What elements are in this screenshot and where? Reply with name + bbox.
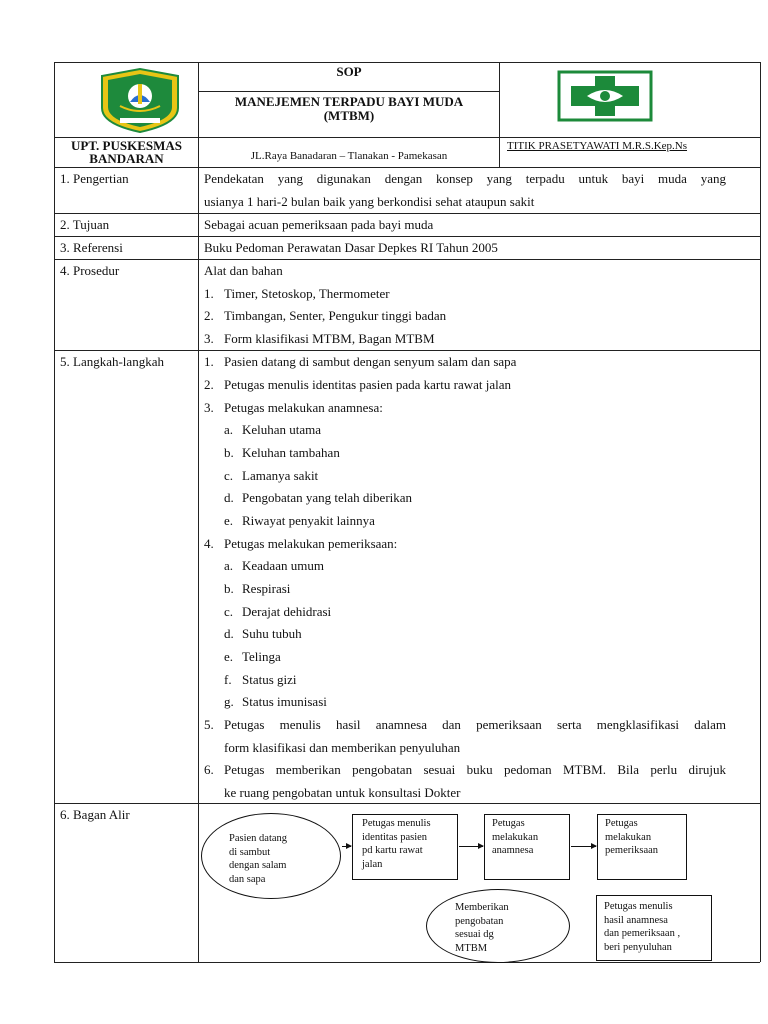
substep-text: Telinga (242, 649, 281, 664)
referensi-text: Buku Pedoman Perawatan Dasar Depkes RI Tahun 2005 (204, 240, 498, 255)
substep-text: Pengobatan yang telah diberikan (242, 490, 413, 505)
table-rule (54, 803, 760, 804)
substep-letter: d. (224, 490, 234, 505)
flow-arrow (571, 846, 596, 847)
section-label-langkah: 5. Langkah-langkah (60, 354, 164, 369)
substep-letter: e. (224, 513, 234, 528)
substep-text: Status gizi (242, 672, 297, 687)
substep-letter: a. (224, 558, 234, 573)
regency-crest-logo (94, 66, 186, 134)
step-text: Petugas memberikan pengobatan sesuai buku pedoman MTBM. Bila perlu dirujuk (224, 762, 726, 777)
section-label-pengertian: 1. Pengertian (60, 171, 129, 186)
table-border-left (54, 62, 55, 962)
table-col-divider (499, 62, 500, 167)
substep-text: Status imunisasi (242, 694, 327, 709)
section-label-tujuan: 2. Tujuan (60, 217, 110, 232)
step-number: 3. (204, 400, 214, 415)
flow-box-anamnesa-text: Petugas melakukan anamnesa (492, 818, 539, 856)
pengertian-text-line: usianya 1 hari-2 bulan baik yang berkondisi sehat ataupun sakit (204, 194, 535, 209)
section-label-bagan-alir: 6. Bagan Alir (60, 807, 130, 822)
section-label-referensi: 3. Referensi (60, 240, 123, 255)
signatory-name: TITIK PRASETYAWATI M.R.S.Kep.Ns (507, 140, 688, 152)
org-name: UPT. PUSKESMAS (71, 138, 182, 153)
step-text: Petugas melakukan pemeriksaan: (224, 536, 398, 551)
tujuan-text: Sebagai acuan pemeriksaan pada bayi muda (204, 217, 434, 232)
flow-start-text: Pasien datang di sambut dengan salam dan sapa (229, 833, 288, 885)
org-branch: BANDARAN (89, 151, 164, 166)
step-text: Petugas menulis identitas pasien pada kartu rawat jalan (224, 377, 511, 392)
flow-arrow (342, 846, 351, 847)
table-rule (54, 259, 760, 260)
table-border-bottom (54, 962, 760, 963)
substep-letter: b. (224, 445, 234, 460)
step-text-continued: ke ruang pengobatan untuk konsultasi Dokter (224, 785, 461, 800)
substep-letter: d. (224, 626, 234, 641)
flow-box-hasil-text: Petugas menulis hasil anamnesa dan pemeriksaan , beri penyuluhan (604, 901, 681, 953)
prosedur-item: Timer, Stetoskop, Thermometer (224, 286, 390, 301)
step-text: Petugas melakukan anamnesa: (224, 400, 383, 415)
substep-text: Keluhan tambahan (242, 445, 340, 460)
substep-letter: b. (224, 581, 234, 596)
step-number: 5. (204, 717, 214, 732)
org-address: JL.Raya Banadaran – Tlanakan - Pamekasan (250, 150, 448, 162)
substep-text: Suhu tubuh (242, 626, 302, 641)
substep-text: Keluhan utama (242, 422, 322, 437)
document-title: MANEJEMEN TERPADU BAYI MUDA (234, 94, 464, 109)
step-number: 1. (204, 354, 214, 369)
step-number: 2. (204, 377, 214, 392)
substep-letter: g. (224, 694, 234, 709)
substep-text: Derajat dehidrasi (242, 604, 332, 619)
table-rule (54, 167, 760, 168)
table-col-divider (198, 62, 199, 962)
substep-text: Keadaan umum (242, 558, 324, 573)
table-rule (198, 91, 499, 92)
prosedur-item-number: 1. (204, 286, 214, 301)
prosedur-intro: Alat dan bahan (204, 263, 283, 278)
substep-letter: a. (224, 422, 234, 437)
flow-end-text: Memberikan pengobatan sesuai dg MTBM (455, 902, 509, 954)
substep-letter: c. (224, 468, 234, 483)
step-text-continued: form klasifikasi dan memberikan penyuluhan (224, 740, 461, 755)
step-text: Pasien datang di sambut dengan senyum salam dan sapa (224, 354, 517, 369)
step-number: 6. (204, 762, 214, 777)
flow-box-identitas-text: Petugas menulis identitas pasien pd kartu rawat jalan (362, 818, 431, 870)
substep-letter: e. (224, 649, 234, 664)
flow-box-pemeriksaan-text: Petugas melakukan pemeriksaan (605, 818, 659, 856)
table-border-right (760, 62, 761, 962)
step-text: Petugas menulis hasil anamnesa dan pemeriksaan serta mengklasifikasi dalam (224, 717, 726, 732)
table-rule (54, 350, 760, 351)
substep-letter: c. (224, 604, 234, 619)
sop-label: SOP (336, 64, 362, 79)
table-rule (54, 213, 760, 214)
pengertian-text-line: Pendekatan yang digunakan dengan konsep yang terpadu untuk bayi muda yang (204, 171, 726, 186)
substep-text: Respirasi (242, 581, 291, 596)
prosedur-item-number: 2. (204, 308, 214, 323)
flow-arrow (459, 846, 483, 847)
substep-text: Lamanya sakit (242, 468, 319, 483)
document-title-abbrev: (MTBM) (323, 108, 375, 123)
prosedur-item: Timbangan, Senter, Pengukur tinggi badan (224, 308, 447, 323)
green-cross-eye-logo (557, 70, 653, 122)
prosedur-item: Form klasifikasi MTBM, Bagan MTBM (224, 331, 435, 346)
table-rule (54, 236, 760, 237)
section-label-prosedur: 4. Prosedur (60, 263, 120, 278)
substep-letter: f. (224, 672, 232, 687)
prosedur-item-number: 3. (204, 331, 214, 346)
substep-text: Riwayat penyakit lainnya (242, 513, 375, 528)
step-number: 4. (204, 536, 214, 551)
